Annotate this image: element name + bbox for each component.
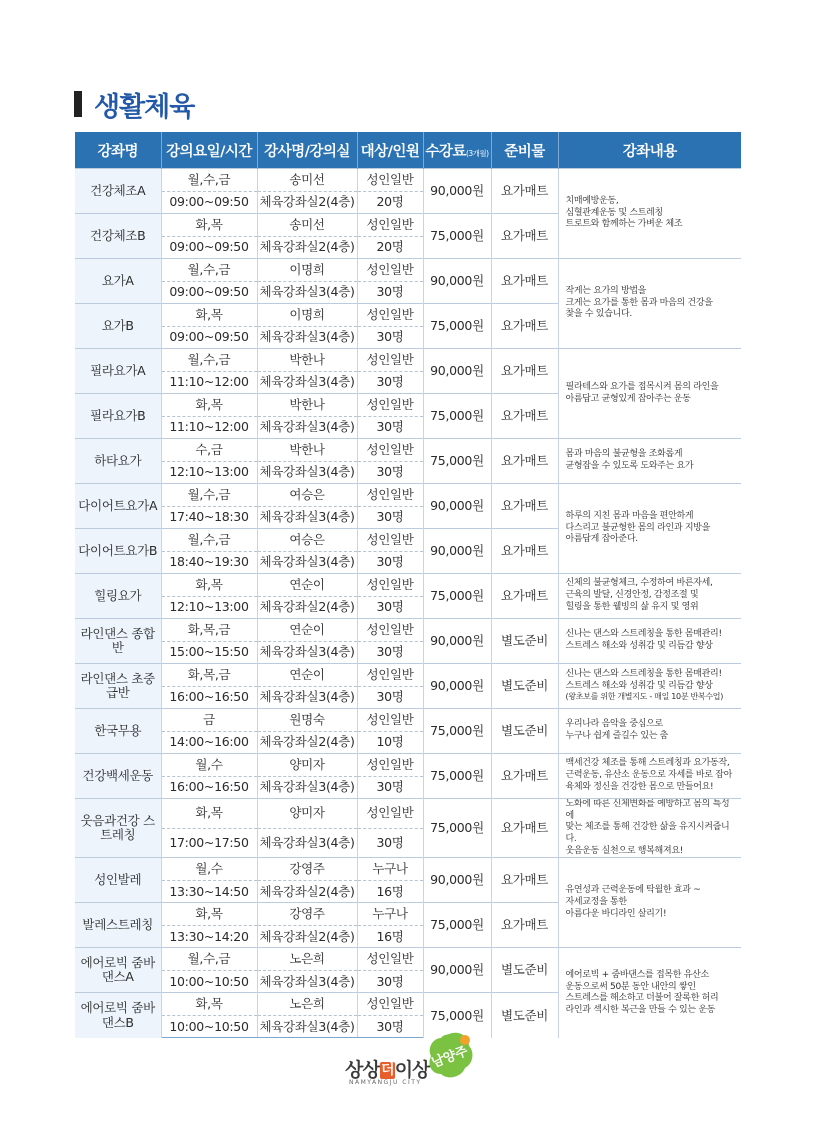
course-fee-cell: 90,000원 — [423, 858, 491, 903]
course-time-cell: 18:40~19:30 — [161, 551, 257, 574]
course-capacity-cell: 20명 — [357, 191, 423, 214]
course-content-cell — [558, 484, 741, 574]
course-content-cell — [558, 664, 741, 709]
course-target-cell: 성인일반 — [357, 259, 423, 282]
course-fee-cell: 90,000원 — [423, 169, 491, 214]
course-capacity-cell: 16명 — [357, 925, 423, 948]
course-name-cell: 건강체조A — [75, 169, 161, 214]
course-supplies-cell: 요가매트 — [491, 574, 558, 619]
course-room-cell: 체육강좌실3(4층) — [257, 828, 357, 858]
course-capacity-cell: 30명 — [357, 686, 423, 709]
table-body — [75, 169, 741, 1038]
course-content-line: 아름답고 균형있게 잡아주는 운동 — [565, 393, 691, 404]
course-teacher-cell: 박한나 — [257, 349, 357, 372]
course-content-line: 스트레스 해소와 성취감 및 리듬감 향상 — [565, 680, 713, 691]
header-name: 강좌명 — [75, 132, 161, 169]
course-fee-cell: 75,000원 — [423, 993, 491, 1038]
course-days-cell: 화,목 — [161, 799, 257, 829]
course-capacity-cell: 30명 — [357, 281, 423, 304]
course-content-line: 치매예방운동, — [565, 195, 619, 206]
table-row — [75, 664, 741, 687]
course-content-line: 근력운동, 유산소 운동으로 자세를 바로 잡아 — [565, 770, 732, 781]
course-fee-cell: 75,000원 — [423, 214, 491, 259]
table-row — [75, 754, 741, 777]
course-supplies-cell: 요가매트 — [491, 858, 558, 903]
course-room-cell: 체육강좌실2(4층) — [257, 880, 357, 903]
course-target-cell: 성인일반 — [357, 709, 423, 732]
course-target-cell: 성인일반 — [357, 993, 423, 1016]
course-supplies-cell: 별도준비 — [491, 993, 558, 1038]
course-content-line: 심혈관계운동 및 스트레칭 — [565, 207, 663, 218]
course-room-cell: 체육강좌실3(4층) — [257, 1015, 357, 1038]
course-teacher-cell: 송미선 — [257, 214, 357, 237]
course-days-cell: 화,목,금 — [161, 619, 257, 642]
course-fee-cell: 90,000원 — [423, 529, 491, 574]
course-supplies-cell: 요가매트 — [491, 214, 558, 259]
course-target-cell: 누구나 — [357, 903, 423, 926]
course-room-cell: 체육강좌실3(4층) — [257, 506, 357, 529]
header-teacher: 강사명/강의실 — [257, 132, 357, 169]
course-room-cell: 체육강좌실3(4층) — [257, 970, 357, 993]
course-teacher-cell: 연순이 — [257, 619, 357, 642]
course-target-cell: 성인일반 — [357, 799, 423, 829]
course-name-cell: 에어로빅 줌바댄스B — [75, 993, 161, 1038]
course-room-cell: 체육강좌실3(4층) — [257, 371, 357, 394]
course-content-line: 몸과 마음의 불균형을 조화롭게 — [565, 449, 683, 460]
course-room-cell: 체육강좌실3(4층) — [257, 461, 357, 484]
table-row — [75, 259, 741, 282]
course-fee-cell: 90,000원 — [423, 664, 491, 709]
course-teacher-cell: 노은희 — [257, 948, 357, 971]
course-supplies-cell: 요가매트 — [491, 394, 558, 439]
course-content-line: (왕초보를 위한 개별지도 - 매일 10분 반복수업) — [565, 692, 724, 702]
course-content-cell — [558, 349, 741, 439]
course-days-cell: 월,수 — [161, 858, 257, 881]
course-teacher-cell: 강영주 — [257, 903, 357, 926]
course-target-cell: 성인일반 — [357, 529, 423, 552]
course-content-cell — [558, 709, 741, 754]
course-room-cell: 체육강좌실2(4층) — [257, 925, 357, 948]
header-fee-label: 수강료 — [425, 143, 466, 160]
course-days-cell: 화,목,금 — [161, 664, 257, 687]
course-content-line: 우리나라 음악을 중심으로 — [565, 719, 663, 730]
course-time-cell: 12:10~13:00 — [161, 461, 257, 484]
header-schedule: 강의요일/시간 — [161, 132, 257, 169]
course-teacher-cell: 박한나 — [257, 394, 357, 417]
course-supplies-cell: 별도준비 — [491, 619, 558, 664]
course-fee-cell: 75,000원 — [423, 304, 491, 349]
course-target-cell: 누구나 — [357, 858, 423, 881]
course-fee-cell: 75,000원 — [423, 394, 491, 439]
course-content-line: 힐링을 통한 웰빙의 삶 유지 및 영위 — [565, 601, 699, 612]
course-target-cell: 성인일반 — [357, 394, 423, 417]
course-time-cell: 17:40~18:30 — [161, 506, 257, 529]
course-room-cell: 체육강좌실2(4층) — [257, 731, 357, 754]
course-fee-cell: 75,000원 — [423, 574, 491, 619]
course-content-line: 근육의 발달, 신경안정, 감정조절 및 — [565, 590, 699, 601]
course-days-cell: 월,수,금 — [161, 169, 257, 192]
course-supplies-cell: 별도준비 — [491, 664, 558, 709]
course-fee-cell: 90,000원 — [423, 349, 491, 394]
heading-bar-icon — [74, 91, 82, 117]
course-name-cell: 다이어트요가B — [75, 529, 161, 574]
course-days-cell: 월,수,금 — [161, 484, 257, 507]
course-fee-cell: 75,000원 — [423, 709, 491, 754]
logo-slogan-b: 이상 — [394, 1059, 430, 1081]
table-row — [75, 439, 741, 462]
logo-slogan-a: 상상 — [345, 1059, 380, 1081]
course-content-line: 트로트와 함께하는 가벼운 체조 — [565, 219, 683, 230]
course-time-cell: 17:00~17:50 — [161, 828, 257, 858]
course-target-cell: 성인일반 — [357, 664, 423, 687]
course-teacher-cell: 강영주 — [257, 858, 357, 881]
course-teacher-cell: 양미자 — [257, 754, 357, 777]
header-target: 대상/인원 — [357, 132, 423, 169]
course-time-cell: 13:30~14:50 — [161, 880, 257, 903]
course-target-cell: 성인일반 — [357, 574, 423, 597]
course-days-cell: 월,수,금 — [161, 948, 257, 971]
table-row — [75, 948, 741, 971]
course-supplies-cell: 요가매트 — [491, 259, 558, 304]
logo-slogan-box: 더 — [380, 1062, 394, 1078]
course-supplies-cell: 요가매트 — [491, 754, 558, 799]
course-target-cell: 성인일반 — [357, 484, 423, 507]
course-days-cell: 화,목 — [161, 903, 257, 926]
course-name-cell: 한국무용 — [75, 709, 161, 754]
course-supplies-cell: 별도준비 — [491, 948, 558, 993]
course-content-line: 에어로빅 + 줌바댄스를 접목한 유산소 — [565, 969, 709, 980]
course-time-cell: 10:00~10:50 — [161, 970, 257, 993]
course-days-cell: 화,목 — [161, 214, 257, 237]
course-content-line: 노화에 따른 신체변화를 예방하고 몸의 특성에 — [565, 799, 730, 821]
course-teacher-cell: 여승은 — [257, 484, 357, 507]
course-supplies-cell: 요가매트 — [491, 439, 558, 484]
course-time-cell: 09:00~09:50 — [161, 191, 257, 214]
course-target-cell: 성인일반 — [357, 169, 423, 192]
course-content-cell — [558, 169, 741, 259]
course-content-line: 다스리고 불균형한 몸의 라인과 지방을 — [565, 522, 711, 533]
course-content-line: 웃음운동 실천으로 행복해져요! — [565, 845, 684, 856]
course-teacher-cell: 박한나 — [257, 439, 357, 462]
course-supplies-cell: 요가매트 — [491, 304, 558, 349]
course-content-line: 크게는 요가를 통한 몸과 마음의 건강을 — [565, 297, 713, 308]
course-name-cell: 요가B — [75, 304, 161, 349]
course-content-cell — [558, 619, 741, 664]
course-content-line: 누구나 쉽게 즐길수 있는 춤 — [565, 731, 669, 741]
course-room-cell: 체육강좌실3(4층) — [257, 416, 357, 439]
course-name-cell: 필라요가A — [75, 349, 161, 394]
course-capacity-cell: 30명 — [357, 641, 423, 664]
course-room-cell: 체육강좌실3(4층) — [257, 551, 357, 574]
course-supplies-cell: 요가매트 — [491, 529, 558, 574]
course-name-cell: 라인댄스 종합반 — [75, 619, 161, 664]
course-content-line: 자세교정을 통한 — [565, 897, 627, 908]
course-capacity-cell: 30명 — [357, 970, 423, 993]
course-fee-cell: 75,000원 — [423, 754, 491, 799]
course-teacher-cell: 원명숙 — [257, 709, 357, 732]
course-teacher-cell: 이명희 — [257, 304, 357, 327]
course-fee-cell: 90,000원 — [423, 259, 491, 304]
course-room-cell: 체육강좌실3(4층) — [257, 326, 357, 349]
course-content-line: 하루의 지친 몸과 마음을 편안하게 — [565, 510, 694, 521]
course-capacity-cell: 30명 — [357, 371, 423, 394]
course-content-line: 찾을 수 있습니다. — [565, 309, 632, 320]
course-room-cell: 체육강좌실3(4층) — [257, 641, 357, 664]
course-name-cell: 건강체조B — [75, 214, 161, 259]
course-room-cell: 체육강좌실3(4층) — [257, 686, 357, 709]
course-fee-cell: 90,000원 — [423, 948, 491, 993]
course-content-line: 균형잡을 수 있도록 도와주는 요가 — [565, 461, 694, 471]
course-teacher-cell: 송미선 — [257, 169, 357, 192]
course-name-cell: 하타요가 — [75, 439, 161, 484]
course-days-cell: 월,수 — [161, 754, 257, 777]
course-capacity-cell: 30명 — [357, 1015, 423, 1038]
course-teacher-cell: 노은희 — [257, 993, 357, 1016]
course-content-line: 유연성과 근력운동에 탁월한 효과 ~ — [565, 885, 701, 896]
course-content-cell — [558, 439, 741, 484]
course-name-cell: 라인댄스 초중급반 — [75, 664, 161, 709]
course-time-cell: 12:10~13:00 — [161, 596, 257, 619]
course-table — [75, 132, 741, 1038]
course-time-cell: 11:10~12:00 — [161, 371, 257, 394]
course-name-cell: 에어로빅 줌바댄스A — [75, 948, 161, 993]
city-logo — [345, 1028, 475, 1092]
course-time-cell: 09:00~09:50 — [161, 281, 257, 304]
course-content-line: 육체와 정신을 건강한 몸으로 만들어요! — [565, 781, 714, 792]
course-teacher-cell: 양미자 — [257, 799, 357, 829]
page-title: 생활체육 — [94, 91, 195, 123]
course-fee-cell: 90,000원 — [423, 484, 491, 529]
course-days-cell: 화,목 — [161, 574, 257, 597]
course-fee-cell: 90,000원 — [423, 619, 491, 664]
course-name-cell: 웃음과건강 스트레칭 — [75, 799, 161, 858]
course-days-cell: 화,목 — [161, 394, 257, 417]
course-days-cell: 화,목 — [161, 304, 257, 327]
course-time-cell: 16:00~16:50 — [161, 686, 257, 709]
header-content: 강좌내용 — [558, 132, 741, 169]
course-time-cell: 09:00~09:50 — [161, 326, 257, 349]
course-teacher-cell: 여승은 — [257, 529, 357, 552]
course-time-cell: 14:00~16:00 — [161, 731, 257, 754]
course-days-cell: 화,목 — [161, 993, 257, 1016]
header-supplies: 준비물 — [491, 132, 558, 169]
course-room-cell: 체육강좌실2(4층) — [257, 236, 357, 259]
course-time-cell: 16:00~16:50 — [161, 776, 257, 799]
course-content-cell — [558, 858, 741, 948]
table-header-row — [75, 132, 741, 169]
course-days-cell: 수,금 — [161, 439, 257, 462]
course-content-line: 맞는 체조를 통해 건강한 삶을 유지시켜줍니다. — [565, 822, 730, 845]
course-name-cell: 다이어트요가A — [75, 484, 161, 529]
course-time-cell: 13:30~14:20 — [161, 925, 257, 948]
course-name-cell: 요가A — [75, 259, 161, 304]
course-time-cell: 10:00~10:50 — [161, 1015, 257, 1038]
course-target-cell: 성인일반 — [357, 349, 423, 372]
course-room-cell: 체육강좌실3(4층) — [257, 281, 357, 304]
course-content-line: 신체의 불균형체크, 수정하여 바른자세, — [565, 578, 713, 589]
course-content-cell — [558, 754, 741, 799]
course-content-cell — [558, 799, 741, 858]
course-target-cell: 성인일반 — [357, 619, 423, 642]
course-target-cell: 성인일반 — [357, 948, 423, 971]
course-content-line: 작게는 요가의 방법을 — [565, 285, 647, 296]
table-row — [75, 484, 741, 507]
logo-slogan — [345, 1055, 429, 1082]
course-target-cell: 성인일반 — [357, 304, 423, 327]
course-content-line: 신나는 댄스와 스트레칭을 통한 몸매관리! — [565, 669, 722, 680]
course-capacity-cell: 16명 — [357, 880, 423, 903]
course-supplies-cell: 요가매트 — [491, 799, 558, 858]
course-fee-cell: 75,000원 — [423, 439, 491, 484]
course-target-cell: 성인일반 — [357, 754, 423, 777]
course-content-line: 라인과 섹시한 복근을 만들 수 있는 운동 — [565, 1004, 716, 1015]
course-teacher-cell: 이명희 — [257, 259, 357, 282]
course-fee-cell: 75,000원 — [423, 799, 491, 858]
table-row — [75, 799, 741, 829]
course-time-cell: 15:00~15:50 — [161, 641, 257, 664]
course-teacher-cell: 연순이 — [257, 574, 357, 597]
course-capacity-cell: 30명 — [357, 551, 423, 574]
course-content-line: 스트레스 해소와 성취감 및 리듬감 향상 — [565, 641, 713, 651]
course-content-cell — [558, 259, 741, 349]
course-capacity-cell: 30명 — [357, 596, 423, 619]
course-room-cell: 체육강좌실2(4층) — [257, 596, 357, 619]
course-days-cell: 월,수,금 — [161, 259, 257, 282]
course-content-line: 운동으로써 50분 동안 내안의 쌓인 — [565, 981, 696, 992]
course-capacity-cell: 30명 — [357, 416, 423, 439]
table-row — [75, 169, 741, 192]
header-fee-note: (3개월) — [465, 148, 489, 158]
course-supplies-cell: 별도준비 — [491, 709, 558, 754]
namyangju-badge-icon — [425, 1028, 475, 1082]
course-content-line: 필라테스와 요가를 접목시켜 몸의 라인을 — [565, 381, 719, 392]
header-fee — [423, 132, 491, 169]
course-capacity-cell: 30명 — [357, 461, 423, 484]
course-fee-cell: 75,000원 — [423, 903, 491, 948]
table-row — [75, 709, 741, 732]
course-time-cell: 11:10~12:00 — [161, 416, 257, 439]
course-content-cell — [558, 574, 741, 619]
course-name-cell: 성인발레 — [75, 858, 161, 903]
table-row — [75, 349, 741, 372]
course-content-cell — [558, 948, 741, 1038]
section-heading — [74, 86, 194, 122]
course-teacher-cell: 연순이 — [257, 664, 357, 687]
logo-badge-text: 남양주 — [429, 1044, 471, 1072]
course-name-cell: 필라요가B — [75, 394, 161, 439]
course-days-cell: 월,수,금 — [161, 529, 257, 552]
course-capacity-cell: 10명 — [357, 731, 423, 754]
course-days-cell: 월,수,금 — [161, 349, 257, 372]
course-room-cell: 체육강좌실2(4층) — [257, 191, 357, 214]
course-capacity-cell: 20명 — [357, 236, 423, 259]
course-supplies-cell: 요가매트 — [491, 484, 558, 529]
table-row — [75, 858, 741, 881]
course-content-line: 스트레스를 해소하고 더불어 잘록한 허리 — [565, 993, 719, 1004]
course-capacity-cell: 30명 — [357, 828, 423, 858]
course-capacity-cell: 30명 — [357, 776, 423, 799]
course-room-cell: 체육강좌실3(4층) — [257, 776, 357, 799]
course-content-line: 백세건강 체조를 통해 스트레칭과 요가동작, — [565, 758, 730, 769]
course-content-line: 신나는 댄스와 스트레칭을 통한 몸매관리! — [565, 629, 722, 640]
table-row — [75, 619, 741, 642]
course-content-line: 아름답게 잡아준다. — [565, 534, 638, 545]
table-row — [75, 574, 741, 597]
course-name-cell: 건강백세운동 — [75, 754, 161, 799]
course-supplies-cell: 요가매트 — [491, 349, 558, 394]
course-capacity-cell: 30명 — [357, 326, 423, 349]
course-capacity-cell: 30명 — [357, 506, 423, 529]
logo-city-name: NAMYANGJU CITY — [349, 1079, 422, 1086]
course-supplies-cell: 요가매트 — [491, 169, 558, 214]
course-supplies-cell: 요가매트 — [491, 903, 558, 948]
course-name-cell: 발레스트레칭 — [75, 903, 161, 948]
course-target-cell: 성인일반 — [357, 439, 423, 462]
course-name-cell: 힐링요가 — [75, 574, 161, 619]
course-target-cell: 성인일반 — [357, 214, 423, 237]
course-days-cell: 금 — [161, 709, 257, 732]
course-content-line: 아름다운 바디라인 살리기! — [565, 908, 667, 919]
course-time-cell: 09:00~09:50 — [161, 236, 257, 259]
